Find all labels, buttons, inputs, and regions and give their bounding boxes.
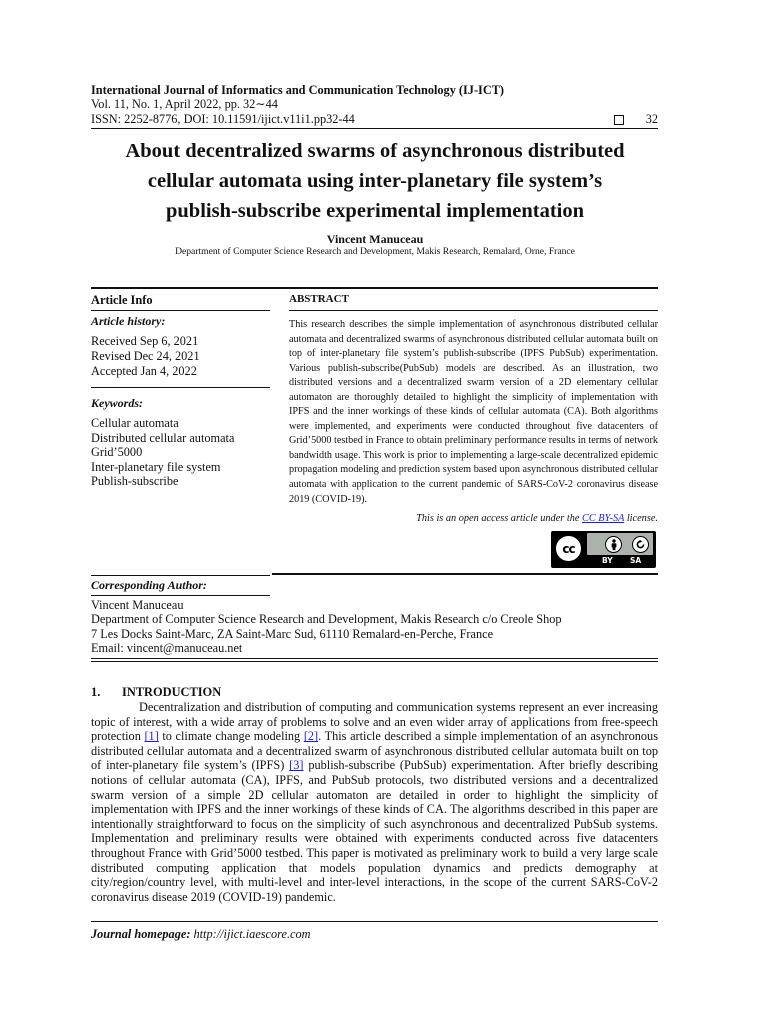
- corresponding-heading: Corresponding Author:: [91, 578, 207, 592]
- square-icon: [614, 115, 624, 125]
- share-alike-glyph: [635, 539, 646, 550]
- keyword-item: Distributed cellular automata: [91, 431, 235, 445]
- corresponding-department: Department of Computer Science Research and Development, Makis Research c/o Creole Shop: [91, 612, 562, 626]
- keyword-item: Grid’5000: [91, 445, 143, 459]
- title-line: publish-subscribe experimental implementation: [166, 200, 584, 222]
- citation-link[interactable]: [1]: [144, 729, 159, 744]
- info-bottom-rule: [91, 575, 270, 576]
- license-suffix: license.: [624, 513, 658, 524]
- corresponding-rule: [91, 595, 270, 596]
- keyword-item: Cellular automata: [91, 416, 179, 430]
- author-affiliation: Department of Computer Science Research and Development, Makis Research, Remalard, Orne, France: [175, 246, 575, 257]
- cc-by-sa-link[interactable]: CC BY-SA: [582, 513, 625, 524]
- citation-link[interactable]: [3]: [289, 758, 304, 773]
- paper-title: [91, 136, 659, 226]
- info-top-rule: [91, 287, 658, 289]
- cc-by-sa-badge[interactable]: [551, 531, 656, 568]
- abstract-heading: ABSTRACT: [289, 293, 349, 305]
- article-info-heading: Article Info: [91, 293, 153, 307]
- journal-homepage: [91, 927, 311, 942]
- license-prefix: This is an open access article under the: [416, 513, 582, 524]
- history-heading: Article history:: [91, 314, 166, 328]
- header-rule: [91, 128, 658, 129]
- author-name: Vincent Manuceau: [326, 232, 424, 246]
- abstract-rule: [289, 310, 658, 311]
- abstract-bottom-rule: [272, 573, 658, 575]
- intro-paragraph: [91, 700, 658, 904]
- abstract-text: This research describes the simple implementation of asynchronous distributed cellular automata and decentralized swarms of asynchronous distributed cellular automata built on top of inter-planetary file system’s publish-subscribe (IPFS PubSub) experimentation. Various publish-subscribe(PubSub) models are described. As an illustration, two distributed versions and a decentralized swarm version of a 2D elementary cellular automaton are thoroughly detailed to highlight the simplicity of implementation with IPFS and the inner workings of these kinds of cellular automata (CA). Both algorithms were implemented, and experiments were conducted throughout five datacenters of Grid’5000 testbed in France to obtain preliminary performance results in terms of network bandwidth usage. This work is prior to implementing a large-scale decentralized epidemic propagation modeling and prediction system based upon asynchronous distributed cellular automata with application to the current pandemic of SARS-CoV-2 coronavirus disease 2019 (COVID-19).: [289, 319, 658, 505]
- badge-by-label: BY: [602, 556, 613, 565]
- intro-text-part: publish-subscribe (PubSub) experimentation. After briefly describing notions of cellular automata (CA), IPFS, and PubSub protocols, two distributed versions and a decentralized swarm version of a simple 2D cellular automaton are detailed in order to highlight the simplicity of implementation with IPFS and the inner workings of these kinds of CA. The algorithms described in this paper are intentionally straightforward to focus on the simplicity of such asynchronous and decentralized PubSub systems. Implementation and preliminary results were obtained with experiments conducted across five datacenters throughout France with Grid’5000 testbed. This paper is motivated as preliminary work to build a very large scale distributed computing application that models population dynamics and predicts demography at city/region/country level, with multi-level and inter-level interactions, in the scope of the current SARS-CoV-2 coronavirus disease 2019 (COVID-19) pandemic.: [91, 758, 658, 904]
- volume-info: Vol. 11, No. 1, April 2022, pp. 32∼44: [91, 97, 278, 111]
- corresponding-address: 7 Les Docks Saint-Marc, ZA Saint-Marc Sud, 61110 Remalard-en-Perche, France: [91, 627, 494, 641]
- keywords-heading: Keywords:: [91, 396, 143, 410]
- intro-text-part: to climate change modeling: [158, 729, 304, 744]
- history-revised: Revised Dec 24, 2021: [91, 349, 200, 363]
- homepage-url[interactable]: http://ijict.iaescore.com: [190, 927, 311, 941]
- title-line: cellular automata using inter-planetary file system’s: [147, 170, 603, 192]
- title-line: About decentralized swarms of asynchronous distributed: [125, 140, 625, 162]
- cc-icon-panel: [587, 533, 653, 555]
- intro-heading: [91, 685, 221, 700]
- homepage-label: Journal homepage:: [91, 927, 191, 941]
- keyword-item: Inter-planetary file system: [91, 460, 221, 474]
- section-title: INTRODUCTION: [122, 685, 222, 699]
- history-received: Received Sep 6, 2021: [91, 334, 199, 348]
- footer-rule: [91, 921, 658, 922]
- history-accepted: Accepted Jan 4, 2022: [91, 364, 197, 378]
- cc-logo-icon: cc: [554, 534, 583, 563]
- info-rule: [91, 310, 270, 311]
- share-alike-icon: [632, 536, 649, 553]
- open-access-note: [416, 513, 658, 524]
- section-number: 1.: [91, 685, 101, 699]
- journal-name: International Journal of Informatics and Communication Technology (IJ-ICT): [91, 83, 505, 97]
- corresponding-name: Vincent Manuceau: [91, 598, 184, 612]
- person-icon: [605, 536, 622, 553]
- intro-text-part: Decentralization and distribution of computing and communication systems represent an ever increasing topic of interest, with a wide array of problems to solve and an even wider array of applications from free-speech protection: [91, 700, 658, 744]
- badge-sa-label: SA: [630, 556, 642, 565]
- issn-doi: ISSN: 2252-8776, DOI: 10.11591/ijict.v11i1.pp32-44: [91, 112, 355, 126]
- intro-text-part: . This article described a simple implementation of an asynchronous distributed cellular automata and a decentralized swarm of asynchronous distributed cellular automata built on top of inter-planetary file system’s (IPFS): [91, 729, 658, 773]
- corresponding-bottom-rule-2: [91, 661, 658, 662]
- corresponding-email: Email: vincent@manuceau.net: [91, 641, 243, 655]
- page-marker: [614, 112, 658, 127]
- keyword-item: Publish-subscribe: [91, 474, 179, 488]
- corresponding-bottom-rule: [91, 658, 658, 659]
- keywords-rule: [91, 387, 270, 388]
- person-glyph: [609, 539, 619, 551]
- page-number: 32: [645, 112, 658, 126]
- citation-link[interactable]: [2]: [303, 729, 319, 744]
